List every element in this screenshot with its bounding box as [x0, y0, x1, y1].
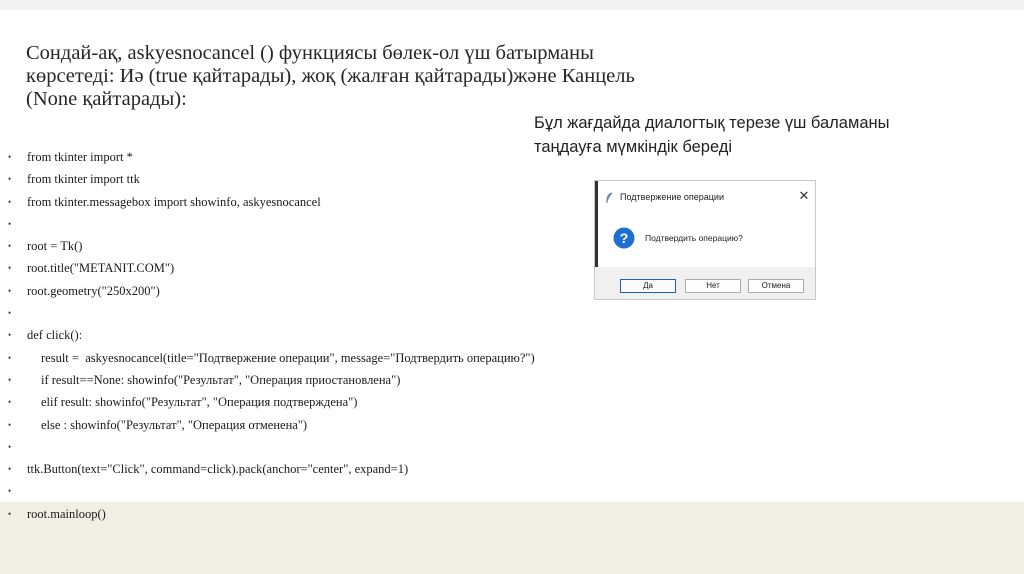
code-text: root = Tk() — [27, 239, 83, 254]
dialog-titlebar[interactable] — [595, 181, 816, 215]
no-button[interactable]: Нет — [685, 279, 741, 293]
code-text: from tkinter.messagebox import showinfo, askyesnocancel — [27, 194, 321, 209]
question-icon — [613, 227, 635, 249]
bullet: • — [8, 464, 12, 475]
code-text: elif result: showinfo("Результат", "Операция подтверждена") — [41, 395, 358, 410]
bullet: • — [8, 508, 12, 519]
bullet: • — [8, 374, 12, 385]
bottom-band — [0, 502, 1024, 574]
dialog-body — [595, 215, 816, 267]
feather-icon — [605, 192, 613, 204]
caption-line: таңдауға мүмкіндік береді — [534, 138, 733, 156]
cancel-button[interactable]: Отмена — [748, 279, 804, 293]
slide-title-line: (None қайтарады): — [26, 88, 187, 110]
bullet: • — [8, 241, 12, 252]
confirm-dialog-screenshot — [594, 180, 816, 300]
code-text: root.title("METANIT.COM") — [27, 261, 175, 276]
dialog-message: Подтвердить операцию? — [645, 233, 743, 243]
code-text: else : showinfo("Результат", "Операция отменена") — [41, 417, 308, 432]
bullet: • — [8, 218, 12, 229]
bullet: • — [8, 486, 12, 497]
code-text: if result==None: showinfo("Результат", "Операция приостановлена") — [41, 372, 401, 387]
close-icon[interactable]: ✕ — [798, 188, 810, 203]
dialog-footer — [595, 267, 816, 300]
code-text: root.mainloop() — [27, 506, 106, 521]
bullet: • — [8, 263, 12, 274]
caption-line: Бұл жағдайда диалогтық терезе үш баламаны — [534, 114, 890, 132]
bullet: • — [8, 285, 12, 296]
code-text: result = askyesnocancel(title="Подтвержение операции", message="Подтвердить операцию?") — [41, 350, 535, 365]
top-strip — [0, 0, 1024, 10]
bullet: • — [8, 308, 12, 319]
slide-title-line: Сондай-ақ, askyesnocancel () функциясы бөлек-ол үш батырманы — [26, 42, 594, 64]
slide-title — [26, 42, 686, 111]
bullet: • — [8, 397, 12, 408]
bullet: • — [8, 330, 12, 341]
yes-button[interactable]: Да — [620, 279, 676, 293]
bullet: • — [8, 196, 12, 207]
code-text: root.geometry("250x200") — [27, 283, 160, 298]
bullet: • — [8, 419, 12, 430]
bullet: • — [8, 352, 12, 363]
svg-text:?: ? — [619, 230, 629, 246]
code-text: def click(): — [27, 328, 83, 343]
code-text: ttk.Button(text="Click", command=click).pack(anchor="center", expand=1) — [27, 462, 409, 477]
code-text: from tkinter import * — [27, 150, 133, 164]
slide-caption — [534, 111, 889, 159]
code-text: from tkinter import ttk — [27, 172, 140, 187]
bullet: • — [8, 441, 12, 452]
bullet: • — [8, 174, 12, 185]
slide-title-line: көрсетеді: Иә (true қайтарады), жоқ (жалған қайтарады)және Канцель — [26, 65, 635, 87]
bullet: • — [8, 152, 12, 162]
dialog-title: Подтвержение операции — [620, 192, 724, 202]
